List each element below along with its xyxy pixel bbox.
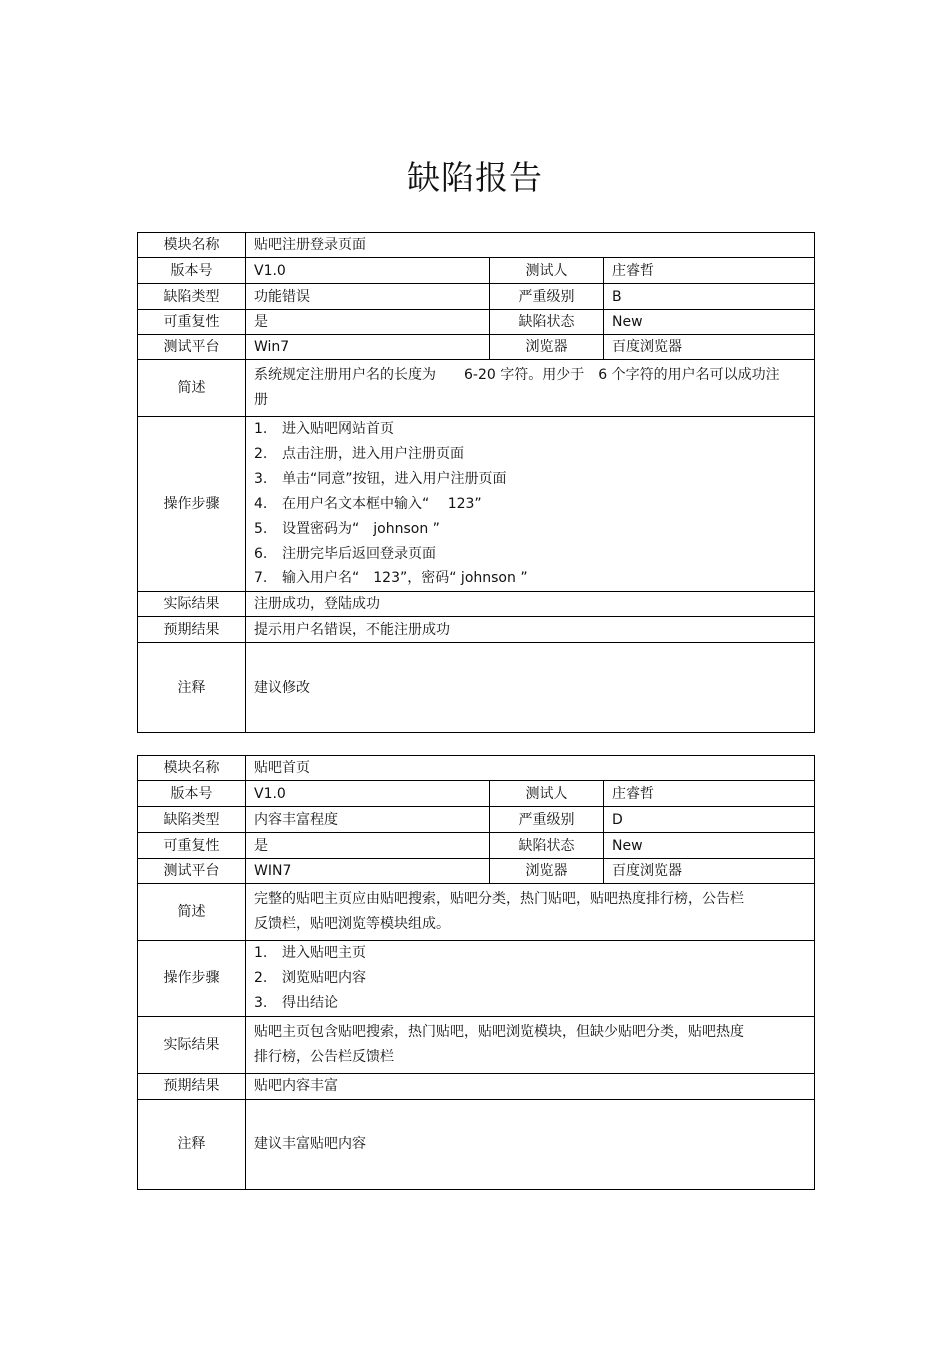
value-steps — [246, 941, 815, 1017]
label-browser: 浏览器 — [490, 335, 604, 360]
step-item: 3. 得出结论 — [254, 994, 338, 1011]
step-item: 1. 进入贴吧网站首页 — [254, 421, 394, 437]
row-type — [138, 284, 815, 310]
row-version — [138, 258, 815, 284]
label-repro: 可重复性 — [138, 833, 246, 859]
label-status: 缺陷状态 — [490, 833, 604, 859]
step-item: 7. 输入用户名“ 123”，密码“ johnson ” — [254, 570, 528, 587]
defect-report-table — [137, 232, 815, 733]
step-item: 5. 设置密码为“ johnson ” — [254, 520, 440, 537]
label-type: 缺陷类型 — [138, 284, 246, 310]
value-type: 功能错误 — [246, 284, 490, 310]
step-item: 1. 进入贴吧主页 — [254, 945, 366, 961]
value-tester: 庄睿哲 — [604, 258, 815, 284]
value-module: 贴吧首页 — [246, 756, 815, 781]
value-browser: 百度浏览器 — [604, 335, 815, 360]
label-platform: 测试平台 — [138, 859, 246, 884]
label-platform: 测试平台 — [138, 335, 246, 360]
row-expected — [138, 617, 815, 643]
row-steps — [138, 417, 815, 592]
row-repro — [138, 833, 815, 859]
steps-list — [254, 941, 806, 1016]
defect-report-table — [137, 755, 815, 1190]
value-version: V1.0 — [246, 258, 490, 284]
label-summary: 简述 — [138, 360, 246, 417]
row-platform — [138, 335, 815, 360]
value-repro: 是 — [246, 833, 490, 859]
step-item: 2. 点击注册，进入用户注册页面 — [254, 445, 464, 462]
label-version: 版本号 — [138, 258, 246, 284]
row-actual — [138, 1016, 815, 1073]
row-repro — [138, 310, 815, 335]
label-tester: 测试人 — [490, 258, 604, 284]
label-summary: 简述 — [138, 884, 246, 941]
label-actual: 实际结果 — [138, 1016, 246, 1073]
value-platform: WIN7 — [246, 859, 490, 884]
row-notes — [138, 643, 815, 733]
value-repro: 是 — [246, 310, 490, 335]
value-steps — [246, 417, 815, 592]
value-expected: 贴吧内容丰富 — [246, 1073, 815, 1099]
value-notes: 建议修改 — [246, 643, 815, 733]
label-actual: 实际结果 — [138, 592, 246, 617]
row-notes — [138, 1099, 815, 1189]
label-notes: 注释 — [138, 1099, 246, 1189]
row-module — [138, 756, 815, 781]
value-actual: 贴吧主页包含贴吧搜索，热门贴吧，贴吧浏览模块，但缺少贴吧分类，贴吧热度排行榜，公告栏反馈栏 — [246, 1016, 815, 1073]
step-item: 2. 浏览贴吧内容 — [254, 969, 366, 986]
value-summary: 完整的贴吧主页应由贴吧搜索，贴吧分类，热门贴吧，贴吧热度排行榜，公告栏反馈栏，贴吧浏览等模块组成。 — [246, 884, 815, 941]
label-type: 缺陷类型 — [138, 807, 246, 833]
value-browser: 百度浏览器 — [604, 859, 815, 884]
value-type: 内容丰富程度 — [246, 807, 490, 833]
row-summary — [138, 360, 815, 417]
step-item: 4. 在用户名文本框中输入“ 123” — [254, 495, 482, 512]
label-tester: 测试人 — [490, 781, 604, 807]
value-tester: 庄睿哲 — [604, 781, 815, 807]
row-steps — [138, 941, 815, 1017]
row-type — [138, 807, 815, 833]
row-platform — [138, 859, 815, 884]
label-notes: 注释 — [138, 643, 246, 733]
value-version: V1.0 — [246, 781, 490, 807]
value-severity: B — [604, 284, 815, 310]
step-item: 3. 单击“同意”按钮，进入用户注册页面 — [254, 470, 507, 487]
value-expected: 提示用户名错误，不能注册成功 — [246, 617, 815, 643]
row-version — [138, 781, 815, 807]
label-steps: 操作步骤 — [138, 417, 246, 592]
label-expected: 预期结果 — [138, 617, 246, 643]
label-status: 缺陷状态 — [490, 310, 604, 335]
label-module: 模块名称 — [138, 233, 246, 258]
value-status: New — [604, 833, 815, 859]
value-summary: 系统规定注册用户名的长度为 6-20 字符。用少于 6 个字符的用户名可以成功注册 — [246, 360, 815, 417]
value-platform: Win7 — [246, 335, 490, 360]
document-title: 缺陷报告 — [407, 158, 543, 197]
value-module: 贴吧注册登录页面 — [246, 233, 815, 258]
label-severity: 严重级别 — [490, 284, 604, 310]
steps-list — [254, 417, 806, 591]
label-severity: 严重级别 — [490, 807, 604, 833]
step-item: 6. 注册完毕后返回登录页面 — [254, 545, 436, 562]
value-status: New — [604, 310, 815, 335]
label-steps: 操作步骤 — [138, 941, 246, 1017]
value-severity: D — [604, 807, 815, 833]
row-summary — [138, 884, 815, 941]
row-module — [138, 233, 815, 258]
row-actual — [138, 592, 815, 617]
label-module: 模块名称 — [138, 756, 246, 781]
value-actual: 注册成功，登陆成功 — [246, 592, 815, 617]
label-repro: 可重复性 — [138, 310, 246, 335]
row-expected — [138, 1073, 815, 1099]
label-expected: 预期结果 — [138, 1073, 246, 1099]
value-notes: 建议丰富贴吧内容 — [246, 1099, 815, 1189]
label-browser: 浏览器 — [490, 859, 604, 884]
label-version: 版本号 — [138, 781, 246, 807]
